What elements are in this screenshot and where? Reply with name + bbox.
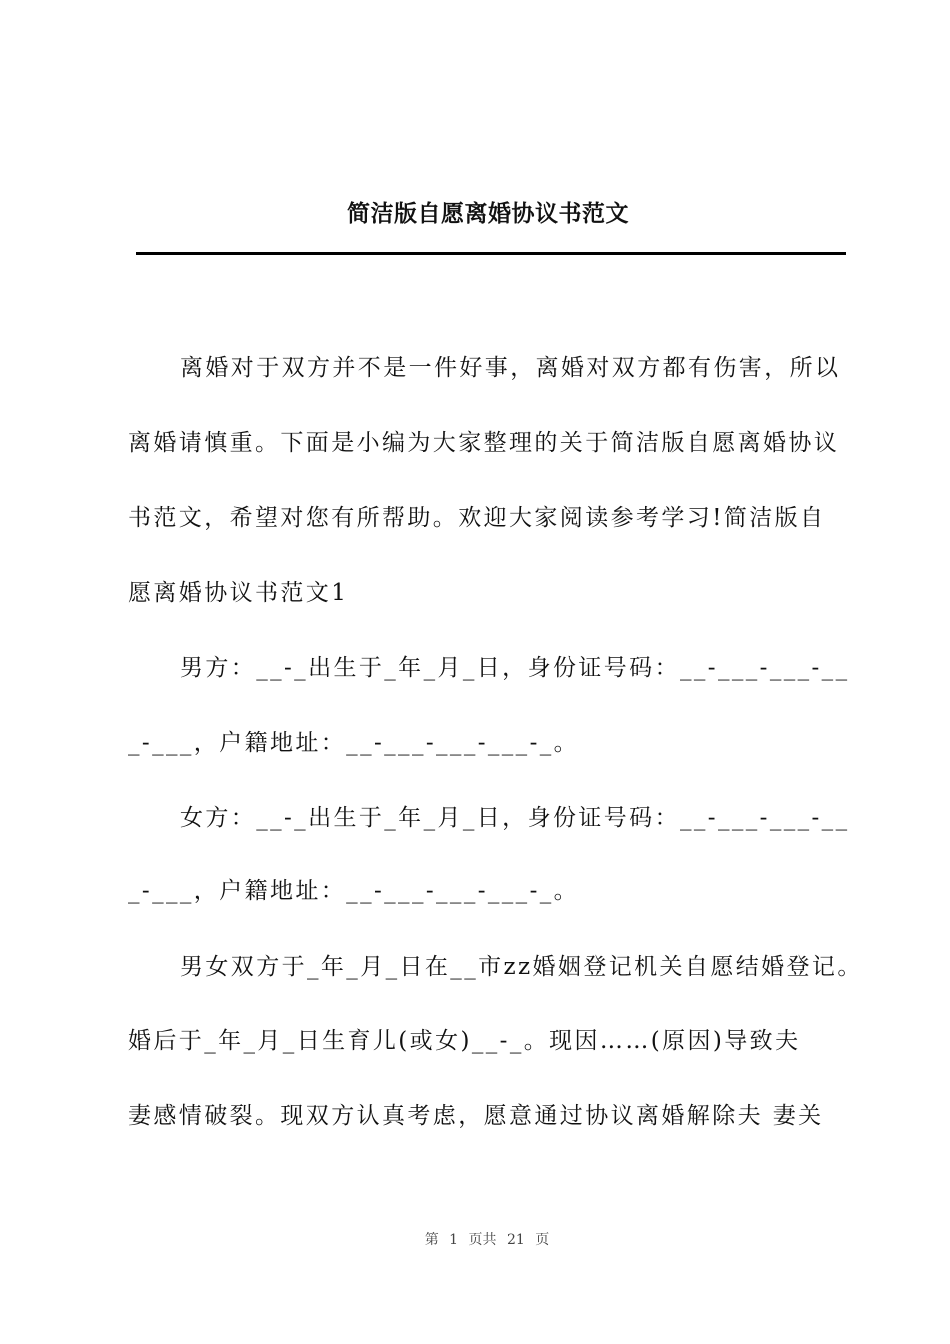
- body-line: 愿离婚协议书范文1: [128, 580, 349, 606]
- body-line: 女方：__-_出生于_年_月_日，身份证号码：__-___-___-__: [180, 805, 850, 831]
- body-line: 男方：__-_出生于_年_月_日，身份证号码：__-___-___-__: [180, 655, 850, 681]
- body-line: 男女双方于_年_月_日在__市zz婚姻登记机关自愿结婚登记。: [180, 954, 863, 980]
- body-line: 离婚请慎重。下面是小编为大家整理的关于简洁版自愿离婚协议: [128, 430, 840, 456]
- document-title: 简洁版自愿离婚协议书范文: [347, 201, 629, 227]
- title-divider: [136, 252, 846, 255]
- body-line: 书范文，希望对您有所帮助。欢迎大家阅读参考学习!简洁版自: [128, 505, 826, 531]
- body-line: 妻感情破裂。现双方认真考虑，愿意通过协议离婚解除夫 妻关: [128, 1103, 824, 1129]
- body-line: 离婚对于双方并不是一件好事，离婚对双方都有伤害，所以: [180, 355, 841, 381]
- body-line: _-___，户籍地址：__-___-___-___-_。: [128, 878, 580, 904]
- body-line: 婚后于_年_月_日生育儿(或女)__-_。现因……(原因)导致夫: [128, 1028, 801, 1054]
- page-footer: 第 1 页共 21 页: [424, 1232, 550, 1248]
- body-line: _-___，户籍地址：__-___-___-___-_。: [128, 730, 580, 756]
